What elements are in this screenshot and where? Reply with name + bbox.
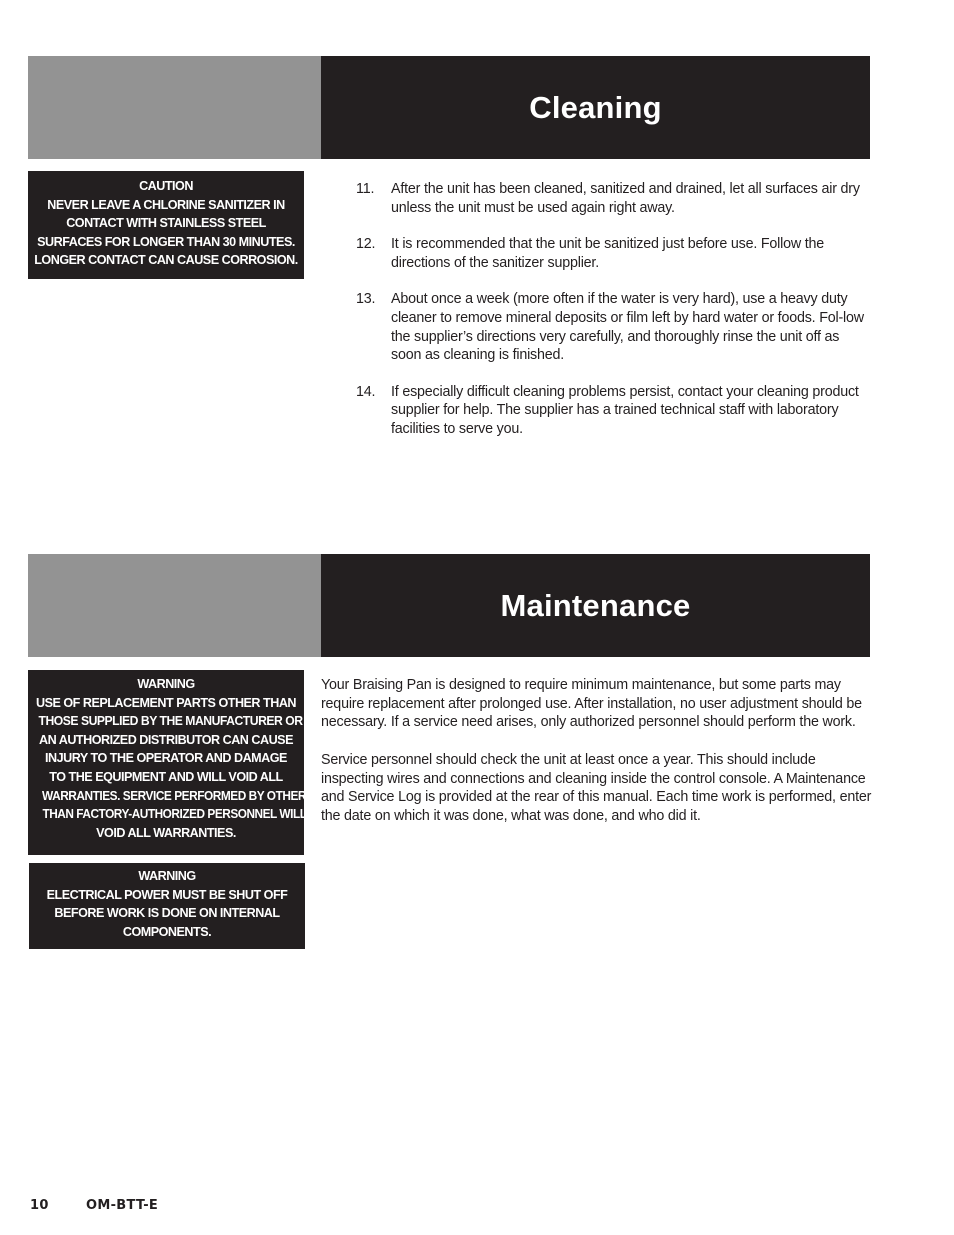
step-text: After the unit has been cleaned, sanitized and drained, let all surfaces air dry unless the unit must be used again right away.: [391, 181, 860, 216]
step-text: If especially difficult cleaning problems persist, contact your cleaning product supplier for help. The supplier has a trained technical staff with laboratory facilities to serve you.: [391, 383, 859, 437]
maintenance-header-band: [28, 554, 870, 657]
maintenance-title: Maintenance: [500, 587, 691, 623]
cleaning-steps-list: [356, 180, 871, 457]
warning-line: INJURY TO THE OPERATOR AND DAMAGE: [45, 751, 287, 766]
cleaning-header-band: [28, 56, 870, 159]
header-dark-block: [321, 554, 870, 657]
caution-line: NEVER LEAVE A CHLORINE SANITIZER IN: [47, 197, 285, 212]
caution-line: SURFACES FOR LONGER THAN 30 MINUTES.: [37, 234, 295, 249]
warning-line: TO THE EQUIPMENT AND WILL VOID ALL: [49, 769, 283, 784]
step-number: 14.: [356, 383, 376, 400]
warning-line: WARRANTIES. SERVICE PERFORMED BY OTHER: [42, 788, 307, 803]
electrical-power-warning-box: [29, 863, 305, 949]
replacement-parts-warning-box: [28, 670, 307, 855]
warning-heading: WARNING: [138, 869, 196, 883]
cleaning-step: [356, 290, 871, 364]
header-dark-block: [321, 56, 870, 159]
caution-line: LONGER CONTACT CAN CAUSE CORROSION.: [34, 253, 298, 268]
warning-line: USE OF REPLACEMENT PARTS OTHER THAN: [35, 695, 297, 710]
maintenance-paragraph-service: Service personnel should check the unit at least once a year. This should include inspecting wires and connections and cleaning inside the control console. A Maintenance and Service Log is provided at the rear of this manual. Each time work is performed, enter the date on which it was done, what was done, and who did it.: [321, 752, 872, 824]
warning-heading: WARNING: [137, 677, 195, 691]
document-code: OM-BTT-E: [86, 1198, 159, 1213]
header-grey-block: [28, 56, 321, 159]
warning-line: THAN FACTORY-AUTHORIZED PERSONNEL WILL: [42, 807, 307, 822]
step-text: It is recommended that the unit be sanitized just before use. Follow the directions of the sanitizer supplier.: [391, 236, 825, 271]
caution-heading: CAUTION: [139, 179, 193, 193]
step-number: 13.: [356, 291, 376, 308]
warning-line: VOID ALL WARRANTIES.: [96, 825, 236, 840]
cleaning-title: Cleaning: [529, 89, 662, 125]
step-text: About once a week (more often if the water is very hard), use a heavy duty cleaner to remove mineral deposits or film left by hard water or foods. Fol-low the supplier’s directions very carefully, and thoroughly rinse the unit off as soon as cleaning is finished.: [391, 291, 864, 364]
header-grey-block: [28, 554, 321, 657]
cleaning-step: [356, 180, 871, 217]
cleaning-step: [356, 235, 871, 272]
page-number: 10: [30, 1198, 49, 1213]
warning-line: COMPONENTS.: [122, 924, 212, 939]
warning-line: THOSE SUPPLIED BY THE MANUFACTURER OR: [38, 714, 303, 729]
warning-line: BEFORE WORK IS DONE ON INTERNAL: [54, 906, 280, 921]
step-number: 11.: [356, 181, 375, 197]
cleaning-step: [356, 383, 871, 439]
warning-line: ELECTRICAL POWER MUST BE SHUT OFF: [46, 887, 288, 902]
caution-line: CONTACT WITH STAINLESS STEEL: [66, 216, 266, 231]
warning-line: AN AUTHORIZED DISTRIBUTOR CAN CAUSE: [39, 732, 293, 747]
step-number: 12.: [356, 236, 376, 253]
caution-box: [28, 171, 304, 279]
maintenance-paragraph-intro: Your Braising Pan is designed to require minimum maintenance, but some parts may require replacement after prolonged use. After installation, no user adjustment should be necessary. If a service need arises, only authorized personnel should perform the work.: [321, 677, 862, 731]
